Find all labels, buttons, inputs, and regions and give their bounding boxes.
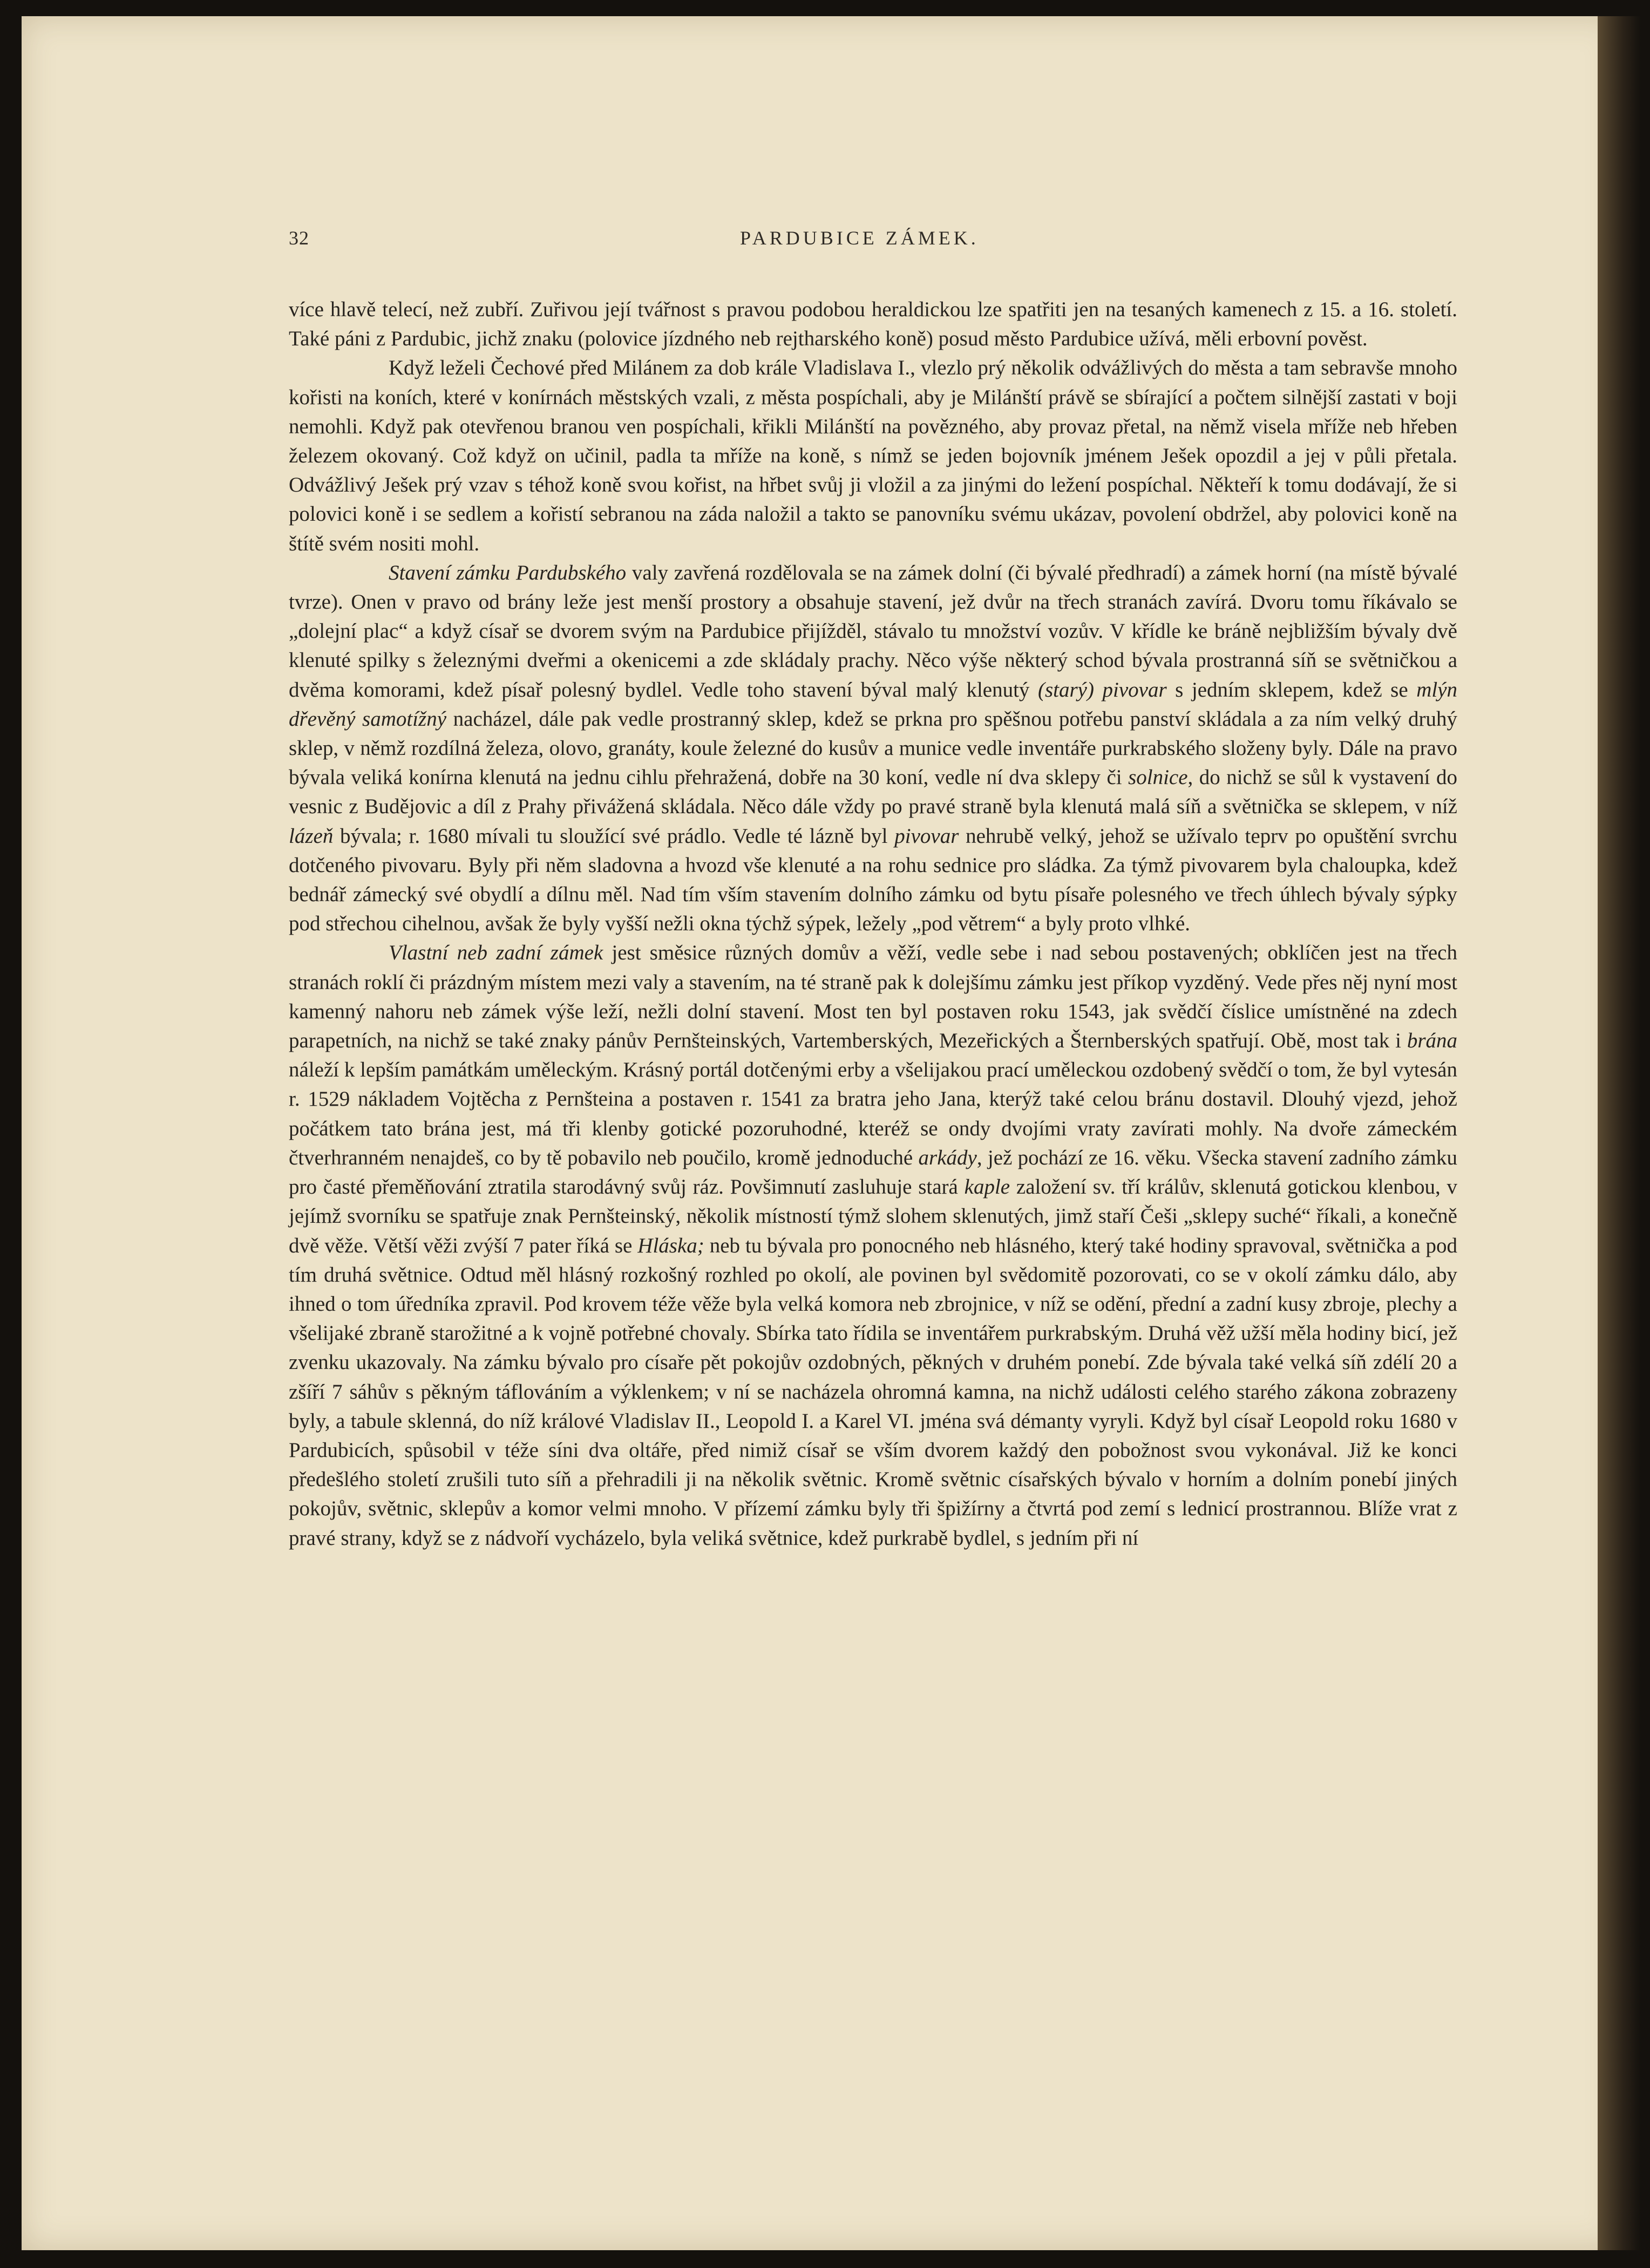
text-run: neb tu bývala pro ponocného neb hlásného, který také hodiny spravoval, světnička a pod tím druhá světnice. Odtud měl hlásný rozkošný rozhled po okolí, ale povinen byl svědomitě pozorovati, co se v okolí zámku dálo, aby ihned o tom úředníka zpravil. Pod krovem téže věže byla velká komora neb zbrojnice, v níž se odění, přední a zadní kusy zbroje, plechy a všelijaké zbraně starožitné a k vojně potřebné chovaly. Sbírka tato řídila se inventářem purkrabským. Druhá věž užší měla hodiny bicí, jež zvenku ukazovaly. Na zámku bývalo pro císaře pět pokojův ozdobných, pěkných v druhém ponebí. Zde bývala také velká síň zdélí 20 a zšíří 7 sáhův s pěkným táflováním a výklenkem; v ní se nacházela ohromná kamna, na nichž události celého starého zákona zobrazeny byly, a tabule sklenná, do níž králové Vladislav II., Leopold I. a Karel VI. jména svá démanty vyryli. Když byl císař Leopold roku 1680 v Pardubicích, spůsobil v téže síni dva oltáře, před nimiž císař se vším dvorem každý den pobožnost svou vykonával. Již ke konci předešlého století zrušili tuto síň a přehradili ji na několik světnic. Kromě světnic císařských bývalo v horním a dolním ponebí jiných pokojův, světnic, sklepův a komor velmi mnoho. V přízemí zámku byly tři špižírny a čtvrtá pod zemí s lednicí prostrannou. Blíže vrat z pravé strany, když se z nádvoří vycházelo, byla veliká světnice, kdež purkrabě bydlel, s jedním při ní [289,1234,1457,1550]
italic-term: Vlastní neb zadní zámek [389,941,603,965]
italic-term: Stavení zámku Pardubského [389,561,627,584]
text-run: Když leželi Čechové před Milánem za dob krále Vladislava I., vlezlo prý několik odvážlivých do města a tam sebravše mnoho kořisti na koních, které v konírnách městských vzali, z města pospíchali, aby je Milánští právě se sbírající a počtem silnější zastati v boji nemohli. Když pak otevřenou branou ven pospíchali, křikli Milánští na povězného, aby provaz přetal, na němž visela mříže neb hřeben železem okovaný. Což když on učinil, padla ta mříže na koně, s nímž se jeden bojovník jménem Ješek opozdil a jej v půli přetala. Odvážlivý Ješek prý vzav s téhož koně svou kořist, na hřbet svůj ji vložil a za jinými do ležení pospíchal. Někteří k tomu dodávají, že si polovici koně i se sedlem a kořistí sebranou na záda naložil a takto se panovníku svému ukázav, povolení obdržel, aby polovici koně na štítě svém nositi mohl. [289,356,1457,555]
text-run: bývala; r. 1680 mívali tu sloužící své prádlo. Vedle té lázně byl [333,824,895,848]
text-run: jest směsice různých domův a věží, vedle sebe i nad sebou postavených; obklíčen jest na třech stranách roklí či prázdným místem mezi valy a stavením, na té straně pak k dolejšímu zámku jest příkop vyzděný. Vede přes něj nyní most kamenný nahoru neb zámek výše leží, nežli dolní stavení. Most ten byl postaven roku 1543, jak svědčí číslice umístněné na zdech parapetních, na nichž se také znaky pánův Pernšteinských, Vartemberských, Mezeřických a Šternberských spatřují. Obě, most tak i [289,941,1457,1053]
italic-term: brána [1407,1029,1457,1053]
page-number: 32 [289,227,309,249]
running-title: PARDUBICE ZÁMEK. [740,227,979,249]
text-run: náleží k lepším památkám uměleckým. Krásný portál dotčenými erby a všelijakou prací uměleckou ozdobený svědčí o tom, že byl vytesán r. 1529 nákladem Vojtěcha z Pernšteina a postaven r. 1541 za bratra jeho Jana, kterýž také celou bránu dostavil. Dlouhý vjezd, jehož počátkem tato brána jest, má tři klenby gotické pozoruhodné, kteréž se ondy dvojími vraty zavírati mohly. Na dvoře zámeckém čtverhranném nenajdeš, co by tě pobavilo neb poučilo, kromě jednoduché [289,1058,1457,1169]
text-run: valy zavřená rozdělovala se na zámek dolní (či bývalé předhradí) a zámek horní (na místě bývalé tvrze). Onen v pravo od brány leže jest menší prostory a obsahuje stavení, jež dvůr na třech stranách zavírá. Dvoru tomu říkávalo se „dolejní plac“ a když císař se dvorem svým na Pardubice přijížděl, stávalo tu množství vozův. V křídle ke bráně nejbližším bývaly dvě klenuté spilky s železnými dveřmi a okenicemi a zde skládaly prachy. Něco výše některý schod bývala prostranná síň se světničkou a dvěma komorami, kdež písař polesný bydlel. Vedle toho stavení býval malý klenutý [289,561,1457,701]
paragraph-1 [289,295,1457,353]
italic-term: pivovar [894,824,959,848]
text-run: nacházel, dále pak vedle prostranný sklep, kdež se prkna pro spěšnou potřebu panství skládala a za ním velký druhý sklep, v němž rozdílná železa, olovo, granáty, koule železné do kusův a munice vedle inventáře purkrabského složeny byly. Dále na pravo bývala veliká konírna klenutá na jednu cihlu přehražená, dobře na 30 koní, vedle ní dva sklepy či [289,707,1457,789]
italic-term: arkády [918,1146,977,1169]
paragraph-2 [289,353,1457,558]
page-edge-shadow [1598,16,1641,2250]
body-text [289,295,1457,1553]
text-run: s jedním sklepem, kdež se [1166,678,1417,701]
italic-term: (starý) pivovar [1037,678,1167,701]
text-run: nehrubě velký, jehož se užívalo teprv po opuštění svrchu dotčeného pivovaru. Byly při něm sladovna a hvozd vše klenuté a na rohu sednice pro sládka. Za týmž pivovarem byla chaloupka, kdež bednář zámecký své obydlí a dílnu měl. Nad tím vším stavením dolního zámku od bytu písaře polesného ve třech úhlech bývaly sýpky pod střechou cihelnou, avšak že byly vyšší nežli okna týchž sýpek, ležely „pod větrem“ a byly proto vlhké. [289,824,1457,936]
text-run: založení sv. tří králův, sklenutá gotickou klenbou, v jejímž svorníku se spatřuje znak Pernšteinský, několik místností týmž slohem sklenutých, jimž staří Češi „sklepy suché“ říkali, a konečně dvě věže. Větší věži zvýší 7 pater říká se [289,1175,1457,1257]
text-run: více hlavě telecí, než zubří. Zuřivou její tvářnost s pravou podobou heraldickou lze spatřiti jen na tesaných kamenech z 15. a 16. století. Také páni z Pardubic, jichž znaku (polovice jízdného neb rejtharského koně) posud město Pardubice užívá, měli erbovní pověst. [289,298,1457,351]
italic-term: lázeň [289,824,334,848]
italic-term: Hláska; [637,1234,704,1257]
paragraph-4 [289,938,1457,1552]
page-header [289,227,1023,259]
text-run: , jež pochází ze 16. věku. Všecka stavení zadního zámku pro časté přeměňování ztratila starodávný svůj ráz. Povšimnutí zasluhuje stará [289,1146,1457,1199]
italic-term: kaple [964,1175,1010,1199]
text-run: , do nichž se sůl k vystavení do vesnic z Budějovic a díl z Prahy přivážená skládala. Něco dále vždy po pravé straně byla klenutá malá síň a světnička se sklepem, v níž [289,766,1457,819]
italic-term: solnice [1128,766,1188,789]
italic-term: mlýn dřevěný samotížný [289,678,1458,731]
paragraph-3 [289,559,1457,939]
